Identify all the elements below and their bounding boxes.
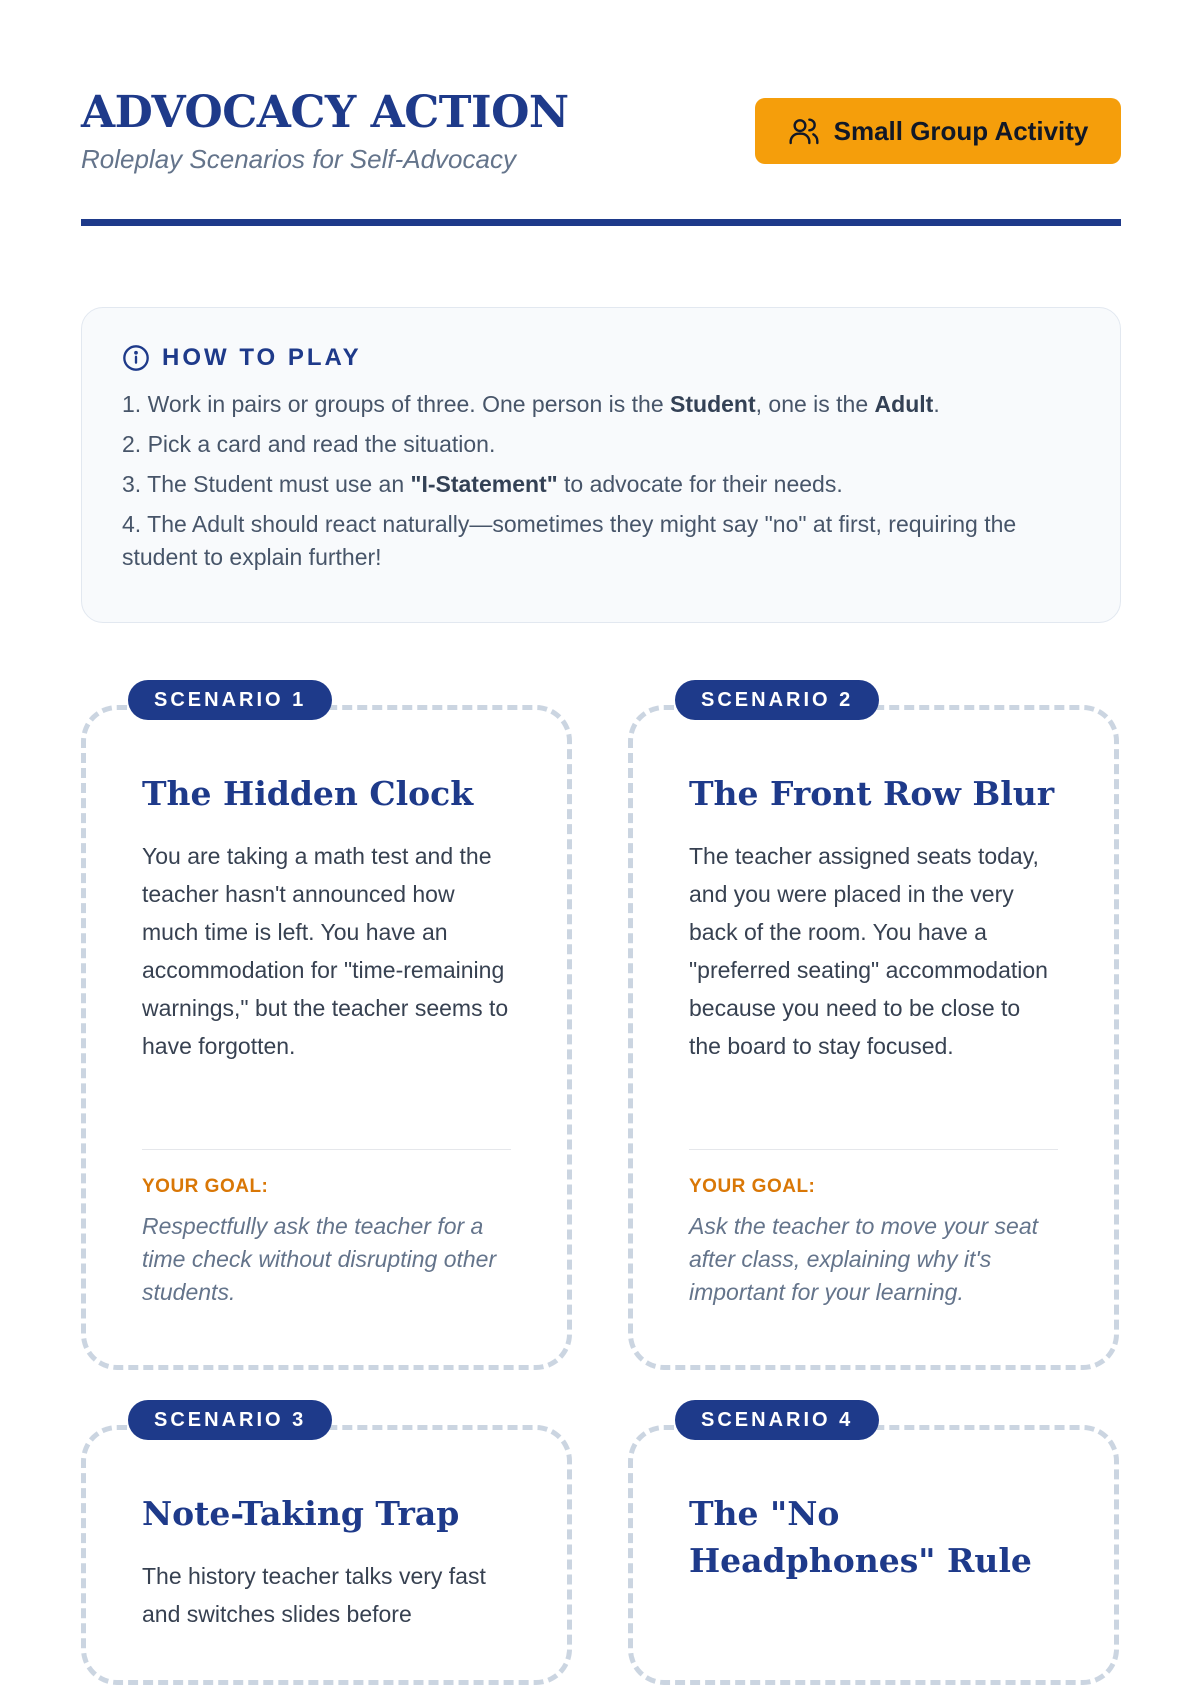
page-header — [81, 88, 1121, 228]
goal-label: YOUR GOAL: — [689, 1176, 816, 1197]
step-text: 1. Work in pairs or groups of three. One person is the — [122, 391, 671, 417]
scenario-title: Note-Taking Trap — [142, 1494, 460, 1533]
step-text: 2. Pick a card and read the situation. — [122, 431, 496, 457]
scenario-badge: SCENARIO 3 — [128, 1400, 332, 1440]
scenario-title: The "No Headphones" Rule — [689, 1494, 1032, 1580]
how-to-play-title: HOW TO PLAY — [162, 344, 362, 371]
scenario-card-1[interactable] — [81, 688, 572, 1370]
page-subtitle: Roleplay Scenarios for Self-Advocacy — [81, 144, 516, 174]
goal-text: Ask the teacher to move your seat after class, explaining why it's important for your learning. — [689, 1213, 1039, 1305]
scenario-card-4[interactable] — [628, 1408, 1119, 1685]
activity-button-label: Small Group Activity — [833, 115, 1089, 146]
goal-label: YOUR GOAL: — [142, 1176, 269, 1197]
scenario-description: The teacher assigned seats today, and you were placed in the very back of the room. You have a "preferred seating" accommodation because you need to be close to the board to stay focused. — [689, 843, 1048, 1059]
scenario-badge: SCENARIO 4 — [675, 1400, 879, 1440]
step-1 — [122, 388, 1080, 421]
scenario-goal — [689, 1149, 1058, 1309]
step-text: , one is the — [755, 391, 875, 417]
scenario-goal — [142, 1149, 511, 1309]
page-title: ADVOCACY ACTION — [81, 87, 569, 138]
how-to-play-steps — [122, 388, 1080, 574]
header-divider — [81, 219, 1121, 226]
scenario-description: You are taking a math test and the teacher hasn't announced how much time is left. You have an accommodation for "time-remaining warnings," but the teacher seems to have forgotten. — [142, 843, 509, 1059]
step-2 — [122, 428, 1080, 461]
how-to-play-panel — [81, 307, 1121, 623]
scenario-title: The Hidden Clock — [142, 774, 474, 813]
step-bold-text: "I-Statement" — [410, 471, 558, 497]
scenario-description: The history teacher talks very fast and switches slides before — [142, 1563, 486, 1627]
goal-divider — [689, 1149, 1058, 1150]
step-bold-text: Student — [670, 391, 756, 417]
step-text: to advocate for their needs. — [557, 471, 843, 497]
step-3 — [122, 468, 1080, 501]
step-text: 4. The Adult should react naturally—sometimes they might say "no" at first, requiring the student to explain further! — [122, 511, 1017, 570]
scenario-badge: SCENARIO 2 — [675, 680, 879, 720]
step-text: 3. The Student must use an — [122, 471, 411, 497]
scenario-title: The Front Row Blur — [689, 774, 1055, 813]
small-group-activity-button[interactable] — [755, 98, 1121, 164]
step-4 — [122, 508, 1080, 574]
step-text: . — [933, 391, 940, 417]
info-icon — [122, 344, 150, 372]
scenario-card-2[interactable] — [628, 688, 1119, 1370]
users-icon — [788, 115, 820, 147]
step-bold-text: Adult — [874, 391, 934, 417]
goal-divider — [142, 1149, 511, 1150]
goal-text: Respectfully ask the teacher for a time check without disrupting other students. — [142, 1213, 497, 1305]
scenario-badge: SCENARIO 1 — [128, 680, 332, 720]
scenario-card-3[interactable] — [81, 1408, 572, 1685]
how-to-play-heading — [122, 344, 1080, 372]
